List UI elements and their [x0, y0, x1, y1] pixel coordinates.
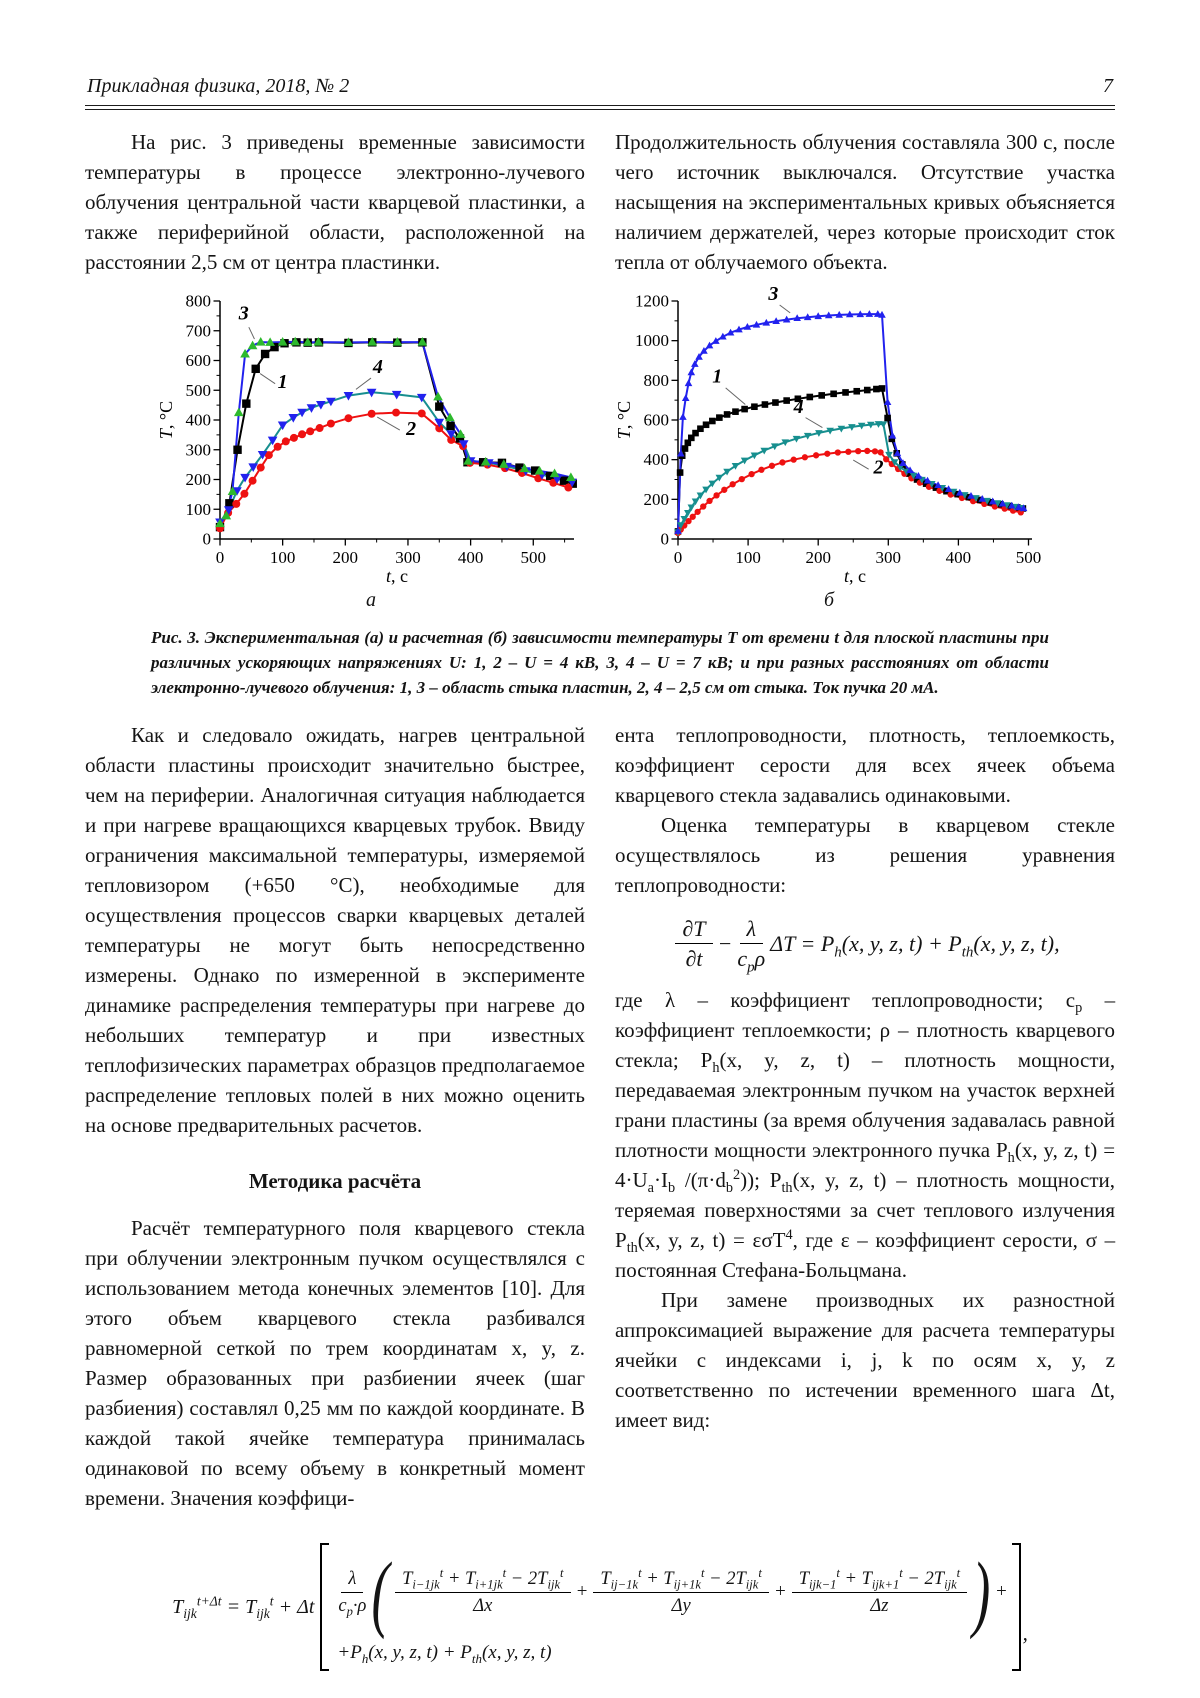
svg-text:0: 0 [660, 529, 669, 549]
top-text-columns [85, 127, 1115, 277]
svg-text:200: 200 [643, 489, 669, 509]
fraction-z [792, 1565, 967, 1617]
fraction-numerator: λ [341, 1568, 363, 1593]
fraction-x [395, 1565, 570, 1617]
paragraph: Продолжительность облучения составляла 300 с, после чего источник выключался. Отсутствие участка насыщения на экспериментальных кривых объясняется наличием держателей, через которые происходит сток тепла от облучаемого объекта. [615, 130, 1115, 274]
fraction-denominator: ∂t [685, 946, 703, 971]
fraction-denominator: Δz [870, 1595, 889, 1616]
svg-text:600: 600 [643, 410, 669, 430]
paragraph: где λ – коэффициент теплопроводности; $c_p$ – коэффициент теплоемкости; ρ – плотность кварцевого стекла; $P_h(x$, y, z, t) – плотность мощности, передаваемая электронным пучком на участок верхней грани пластины (за время облучения задавалась равной плотности мощности электронного пучка $P_h(x$, y, z, $t) = 4\cdot U_a\cdot I_b$ $/(\pi\cdot d_b^2)$); $P_{th}(x$, y, z, t) – плотность мощности, теряемая поверхностями за счет теплового излучения $P_{th}(x$, y, z, t) = εσT$^4$, где ε – коэффициент серости, σ – постоянная Стефана-Больцмана. [615, 988, 1116, 1282]
paragraph: Оценка температуры в кварцевом стекле осуществлялось из решения уравнения теплопроводности: [615, 813, 1115, 897]
left-column-top [85, 127, 585, 277]
left-column-main [85, 720, 585, 1513]
fraction-denominator: $c_p\rho$ [737, 946, 766, 976]
svg-text:4: 4 [372, 355, 383, 378]
svg-text:4: 4 [793, 395, 804, 418]
right-column-main [615, 720, 1115, 1513]
fraction-numerator: $T_{i-1jk}^t + T_{i+1jk}^t - 2T_{ijk}^t$ [395, 1568, 570, 1593]
svg-text:1: 1 [277, 370, 288, 393]
charts-row [85, 285, 1115, 611]
svg-text:200: 200 [332, 548, 359, 567]
left-parenthesis: ( [371, 1544, 390, 1640]
chart-experimental [156, 285, 586, 587]
paragraph: Расчёт температурного поля кварцевого стекла при облучении электронным пучком осуществлялся с использованием метода конечных элементов [10]. Для этого объем кварцевого стекла разбивался равномерной сеткой по трем координатам x, y, z. Размер образованных при разбиении ячеек (шаг разбиения) составлял 0,25 мм по каждой координате. В каждой такой ячейке температура принималась одинаковой по всему объему в конкретный момент времени. Значения коэффици- [85, 1216, 585, 1510]
svg-text:800: 800 [185, 291, 211, 311]
svg-text:400: 400 [185, 410, 211, 430]
svg-text:1200: 1200 [635, 291, 669, 311]
right-parenthesis: ) [972, 1544, 991, 1640]
fraction [675, 916, 712, 971]
svg-text:500: 500 [520, 548, 547, 567]
svg-text:2: 2 [873, 456, 884, 479]
svg-text:3: 3 [238, 302, 249, 325]
equation-rhs: $\Delta T = P_h(x$, y, z, $t) + P_{th}(x$, y, z, t), [770, 930, 1060, 960]
svg-text:t, с: t, с [385, 566, 409, 586]
right-column-top [615, 127, 1115, 277]
fraction-denominator: Δx [473, 1595, 493, 1616]
svg-text:200: 200 [185, 470, 211, 489]
svg-text:0: 0 [202, 529, 211, 549]
svg-text:500: 500 [185, 380, 211, 400]
svg-text:100: 100 [185, 499, 211, 519]
equation-lhs: $T_{ijk}^{t+\Delta t} = T_{ijk}^t + \Delta t$ [172, 1593, 315, 1621]
paragraph: ента теплопроводности, плотность, теплоемкость, коэффициент серости для всех ячеек объема кварцевого стекла задавались одинаковыми. [615, 723, 1115, 807]
svg-text:0: 0 [673, 548, 683, 567]
plus-operator: + [994, 1581, 1008, 1602]
page-header [85, 74, 1115, 105]
svg-text:1: 1 [712, 365, 723, 388]
chart-sublabel-b: б [823, 589, 835, 611]
svg-text:600: 600 [185, 351, 211, 370]
equation-inner [331, 1543, 1009, 1671]
svg-text:700: 700 [185, 321, 211, 341]
svg-text:1000: 1000 [635, 331, 669, 351]
svg-text:0: 0 [215, 548, 225, 567]
svg-text:T, °С: T, °С [156, 400, 176, 440]
coefficient-fraction [338, 1568, 366, 1617]
svg-text:3: 3 [768, 285, 779, 306]
svg-text:2: 2 [406, 417, 417, 440]
finite-difference-equation [85, 1543, 1115, 1671]
plus-operator: + [773, 1581, 787, 1602]
svg-text:300: 300 [395, 548, 421, 567]
plus-operator: + [575, 1581, 589, 1602]
fraction-numerator: ∂T [675, 916, 712, 944]
figure-3 [85, 285, 1115, 700]
fraction [737, 916, 766, 976]
heat-conduction-equation [615, 916, 1115, 976]
section-heading: Методика расчёта [248, 1169, 422, 1193]
equation-comma: , [1022, 1621, 1028, 1645]
paragraph: На рис. 3 приведены временные зависимости температуры в процессе электронно-лучевого облучения центральной части кварцевой пластинки, а также периферийной области, расположенной на расстоянии 2,5 см от центра пластинки. [85, 130, 585, 274]
main-text-columns [85, 720, 1115, 1513]
svg-text:t, с: t, с [843, 566, 867, 586]
fraction-denominator: $c_p\cdot\rho$ [338, 1595, 367, 1619]
header-double-rule [85, 105, 1115, 110]
svg-text:T, °С: T, °С [614, 400, 634, 440]
paragraph: Как и следовало ожидать, нагрев центральной области пластины происходит значительно быстрее, чем на периферии. Аналогичная ситуация наблюдается и при нагреве вращающихся кварцевых трубок. Ввиду ограничения максимальной температуры, измеряемой тепловизором (+650 °С), необходимые для осуществления процессов сварки кварцевых деталей температуры не могут быть непосредственно измерены. Однако по измеренной в эксперименте динамике распределения температуры при нагреве до небольших температур и при известных теплофизических параметрах образцов предполагаемое распределение тепловых полей в них можно оценить на основе предварительных расчетов. [85, 723, 585, 1137]
svg-text:300: 300 [875, 548, 902, 567]
svg-text:300: 300 [185, 440, 211, 460]
svg-text:400: 400 [945, 548, 972, 567]
figure-caption: Рис. 3. Экспериментальная (а) и расчетная (б) зависимости температуры T от времени t для плоской пластины при различных ускоряющих напряжениях U: 1, 2 – U = 4 кВ, 3, 4 – U = 7 кВ; и при разных расстояниях от области электронно-лучевого облучения: 1, 3 – область стыка пластин, 2, 4 – 2,5 см от стыка. Ток пучка 20 мА. [151, 628, 1049, 697]
fraction-numerator: $T_{ij-1k}^t + T_{ij+1k}^t - 2T_{ijk}^t$ [593, 1568, 768, 1593]
fraction-y [593, 1565, 768, 1617]
right-square-bracket [1012, 1543, 1021, 1671]
chart-calculated [614, 285, 1044, 587]
chart-sublabel-a: а [366, 589, 376, 611]
svg-text:200: 200 [805, 548, 831, 567]
svg-text:400: 400 [457, 548, 484, 567]
equation-row-1 [333, 1544, 1008, 1640]
page-number: 7 [1103, 75, 1113, 97]
paragraph: При замене производных их разностной аппроксимацией выражение для расчета температуры ячейки с индексами i, j, k по осям x, y, z соответственно по истечении временного шага Δt, имеет вид: [615, 1288, 1115, 1432]
fraction-denominator: Δy [671, 1595, 691, 1616]
left-square-bracket [320, 1543, 329, 1671]
svg-text:100: 100 [269, 548, 296, 567]
svg-text:800: 800 [643, 370, 669, 390]
equation-row-2: $+P_h(x$, y, z, $t) + P_{th}(x$, y, z, t) [337, 1642, 552, 1666]
journal-title: Прикладная физика, 2018, № 2 [87, 75, 350, 97]
chart-block-a [156, 285, 586, 611]
svg-text:400: 400 [643, 450, 669, 470]
svg-text:500: 500 [1015, 548, 1042, 567]
chart-block-b [614, 285, 1044, 611]
minus-operator: − [717, 930, 733, 956]
fraction-numerator: λ [740, 916, 764, 944]
fraction-numerator: $T_{ijk-1}^t + T_{ijk+1}^t - 2T_{ijk}^t$ [792, 1568, 967, 1593]
svg-text:100: 100 [735, 548, 761, 567]
